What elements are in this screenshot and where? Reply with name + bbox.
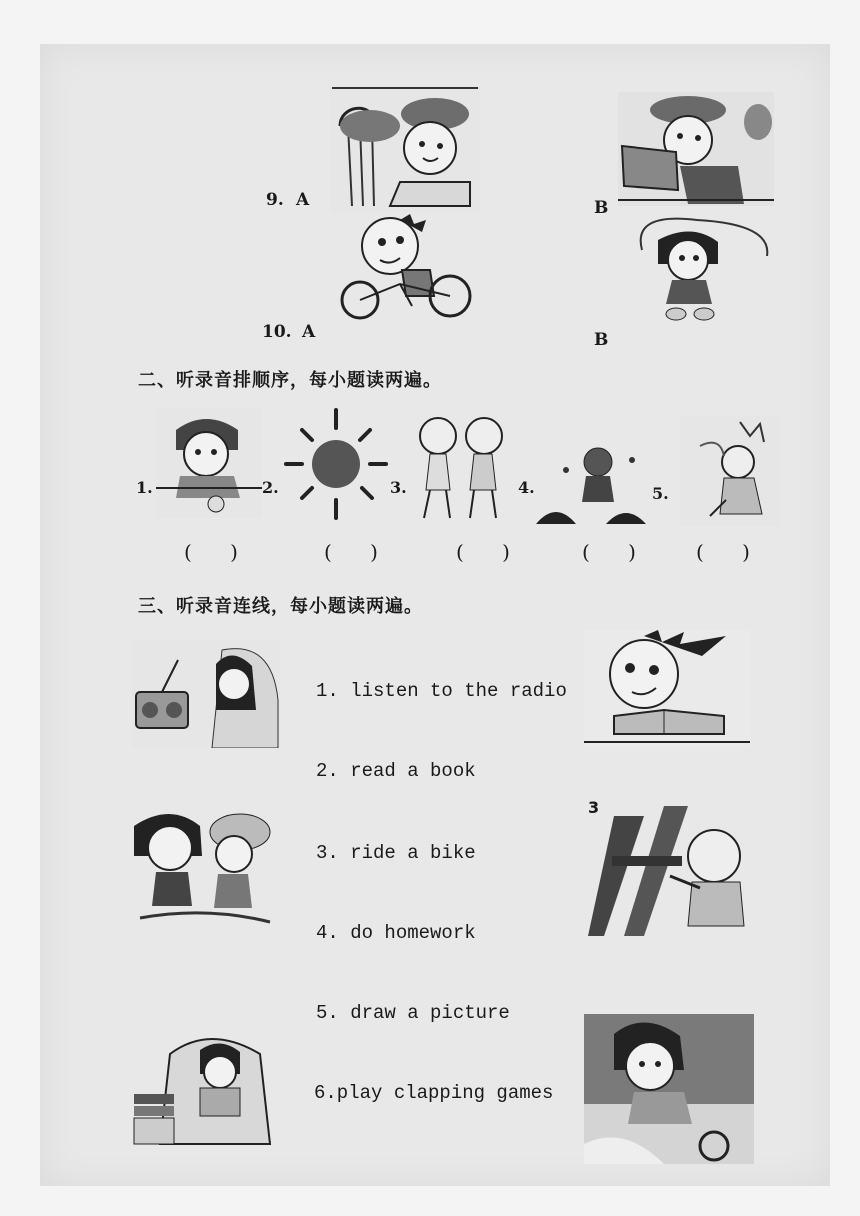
part2-item-4-number: 4. xyxy=(518,478,535,497)
part2-answer-blank-1[interactable]: ( ) xyxy=(184,540,254,564)
part2-title: 二、听录音排顺序，每小题读两遍。 xyxy=(138,370,442,391)
part2-item-3-number: 3. xyxy=(390,478,407,497)
part3-phrase-5[interactable]: 5. draw a picture xyxy=(316,1002,510,1024)
part3-right-picture-draw[interactable] xyxy=(584,796,754,942)
part2-answer-blank-2[interactable]: ( ) xyxy=(324,540,394,564)
part3-right-picture-book[interactable] xyxy=(584,630,750,746)
q10-option-b-label: B xyxy=(594,330,609,350)
part2-answer-blank-3[interactable]: ( ) xyxy=(456,540,526,564)
part3-phrase-2[interactable]: 2. read a book xyxy=(316,760,476,782)
q9-option-a-label: A xyxy=(296,190,310,210)
part2-item-5-picture xyxy=(680,416,780,526)
part2-item-2-number: 2. xyxy=(262,478,279,497)
q9-option-b-picture xyxy=(618,92,774,206)
part2-item-1-picture xyxy=(156,408,262,518)
q9-option-a-picture xyxy=(330,86,480,212)
q10-number: 10. xyxy=(262,322,292,342)
q9-option-b-label: B xyxy=(594,198,609,218)
part2-item-1-number: 1. xyxy=(136,478,153,497)
part3-phrase-1[interactable]: 1. listen to the radio xyxy=(316,680,567,702)
part3-right-picture-tag: 3 xyxy=(588,798,600,817)
part2-answer-blank-5[interactable]: ( ) xyxy=(696,540,766,564)
part2-item-2-picture xyxy=(284,402,388,522)
part2-item-5-number: 5. xyxy=(652,484,669,503)
part3-left-picture-radio[interactable] xyxy=(132,640,280,748)
part3-left-picture-clapping[interactable] xyxy=(130,806,282,934)
part3-phrase-4[interactable]: 4. do homework xyxy=(316,922,476,944)
q10-option-a-label: A xyxy=(302,322,316,342)
part2-item-4-picture xyxy=(536,440,646,524)
part3-phrase-6[interactable]: 6.play clapping games xyxy=(314,1082,554,1104)
part3-phrase-3[interactable]: 3. ride a bike xyxy=(316,842,476,864)
part2-item-3-picture xyxy=(410,410,510,522)
part3-left-picture-reading[interactable] xyxy=(130,1024,284,1148)
q10-option-b-picture xyxy=(622,216,772,324)
q9-number: 9. xyxy=(266,190,284,210)
q10-option-a-picture xyxy=(330,212,480,322)
part3-title: 三、听录音连线，每小题读两遍。 xyxy=(138,596,423,617)
part3-right-picture-bike[interactable] xyxy=(584,1014,754,1164)
part2-answer-blank-4[interactable]: ( ) xyxy=(582,540,652,564)
